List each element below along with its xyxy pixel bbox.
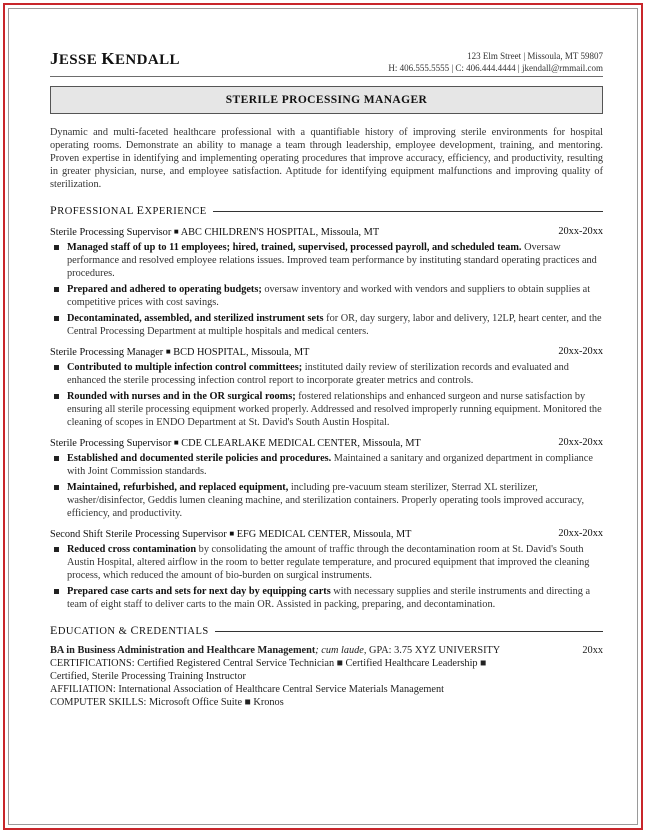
job-bullet: Reduced cross contamination by consolidating the amount of traffic through the decontamination room at St. David's South Austin Hospital, altered airflow in the room to better regulate temperature, and procured equipment that improved the cleaning process, which reduced the amount of bio-burden on surgical instruments. <box>50 543 603 582</box>
degree-honors: ; cum laude, <box>315 645 367 656</box>
job-org: EFG MEDICAL CENTER, Missoula, MT <box>236 529 412 540</box>
job-title: Second Shift Sterile Processing Supervisor <box>50 529 227 540</box>
job-header: Sterile Processing Supervisor ■ CDE CLEARLAKE MEDICAL CENTER, Missoula, MT 20xx-20xx <box>50 437 603 449</box>
job-bullet: Managed staff of up to 11 employees; hired, trained, supervised, processed payroll, and scheduled team. Oversaw performance and resolved employee relations issues. Improved team performance by instituting standard operating practices and procedures. <box>50 241 603 280</box>
computer-skills-line: COMPUTER SKILLS: Microsoft Office Suite ■ Kronos <box>50 697 284 708</box>
certifications-line-1: CERTIFICATIONS: Certified Registered Central Service Technician ■ Certified Healthcare Leadership ■ <box>50 658 487 669</box>
education-heading-rule <box>212 631 603 632</box>
job-bullet: Decontaminated, assembled, and sterilized instrument sets for OR, day surgery, labor and delivery, 12LP, heart center, and the Central Processing Department at multiple hospitals and medical centers. <box>50 312 603 338</box>
job-title-banner: STERILE PROCESSING MANAGER <box>50 86 603 114</box>
job-bullet: Rounded with nurses and in the OR surgical rooms; fostered relationships and enhanced surgeon and nurse satisfaction by ensuring all sterile processing equipment worked properly. Addressed and resolved improperly running equipment. Monitored the cleaning of scopes in ENDO Department at St. David's South Austin Hospital. <box>50 390 603 429</box>
summary-paragraph: Dynamic and multi-faceted healthcare professional with a quantifiable history of improving sterile environments for hospital operating rooms. Demonstrate an ability to manage a team through leadership, employee development, training, and mentoring. Proven expertise in identifying and implementing operating procedures that improve accuracy, efficiency, and productivity, resulting in greater physician, nurse, and employee satisfaction. Aptitude for identifying equipment malfunctions and improving quality of sterilization. <box>50 127 603 190</box>
job-header: Sterile Processing Manager ■ BCD HOSPITAL, Missoula, MT 20xx-20xx <box>50 346 603 358</box>
degree-school: GPA: 3.75 XYZ UNIVERSITY <box>366 645 501 656</box>
job-bullets <box>50 241 603 338</box>
job-org: CDE CLEARLAKE MEDICAL CENTER, Missoula, MT <box>181 438 421 449</box>
job-title: Sterile Processing Supervisor <box>50 227 172 238</box>
experience-heading-rule <box>196 211 603 212</box>
name-last-initial: K <box>101 49 115 68</box>
education-heading-label: EDUCATION & CREDENTIALS <box>50 626 215 637</box>
header-rule <box>50 76 603 77</box>
education-block <box>50 644 603 709</box>
experience-heading <box>50 204 603 218</box>
job-bullets <box>50 543 603 611</box>
education-heading <box>50 624 603 638</box>
job-entry <box>50 345 603 429</box>
job-dates: 20xx-20xx <box>558 528 603 539</box>
candidate-name <box>50 49 180 68</box>
resume-page <box>50 40 603 709</box>
degree-date: 20xx <box>582 645 603 656</box>
name-last-rest: ENDALL <box>114 52 180 68</box>
job-title: Sterile Processing Supervisor <box>50 438 172 449</box>
contact-phones: H: 406.555.5555 | C: 406.444.4444 | jkendall@rmmail.com <box>388 63 603 73</box>
name-first-initial: J <box>50 49 59 68</box>
certifications-line-2: Certified, Sterile Processing Training Instructor <box>50 671 246 682</box>
job-bullet: Prepared and adhered to operating budgets; oversaw inventory and worked with vendors and suppliers to obtain supplies at competitive prices with cost savings. <box>50 283 603 309</box>
job-bullet: Contributed to multiple infection control committees; instituted daily review of sterilization records and evaluated and enhanced the sterile processing infection control report to incorporate greater metrics and controls. <box>50 361 603 387</box>
job-dates: 20xx-20xx <box>558 437 603 448</box>
job-entry <box>50 436 603 520</box>
job-entry <box>50 225 603 338</box>
job-entry <box>50 527 603 611</box>
job-header: Second Shift Sterile Processing Supervisor ■ EFG MEDICAL CENTER, Missoula, MT 20xx-20xx <box>50 528 603 540</box>
job-bullet: Prepared case carts and sets for next day by equipping carts with necessary supplies and sterile instruments and directing a team of eight staff to deliver carts to the main OR. Assisted in packing, preparing, and decontamination. <box>50 585 603 611</box>
job-bullet: Established and documented sterile policies and procedures. Maintained a sanitary and organized department in compliance with Joint Commission standards. <box>50 452 603 478</box>
job-header: Sterile Processing Supervisor ■ ABC CHILDREN'S HOSPITAL, Missoula, MT 20xx-20xx <box>50 226 603 238</box>
job-bullet: Maintained, refurbished, and replaced equipment, including pre-vacuum steam sterilizer, Sterrad XL sterilizer, washer/disinfector, Geddis lumen cleaning machine, and sterilization containers. Properly operating tools improved accuracy, efficiency, and productivity. <box>50 481 603 520</box>
job-title: Sterile Processing Manager <box>50 347 164 358</box>
affiliation-line: AFFILIATION: International Association of Healthcare Central Service Materials Management <box>50 684 445 695</box>
job-org: BCD HOSPITAL, Missoula, MT <box>173 347 310 358</box>
job-dates: 20xx-20xx <box>558 226 603 237</box>
contact-address: 123 Elm Street | Missoula, MT 59807 <box>467 51 603 61</box>
job-dates: 20xx-20xx <box>558 346 603 357</box>
experience-heading-label: PROFESSIONAL EXPERIENCE <box>50 206 213 217</box>
resume-header <box>50 40 603 76</box>
degree-name: BA in Business Administration and Healthcare Management <box>50 645 316 656</box>
job-bullets <box>50 361 603 429</box>
degree-line <box>50 644 603 657</box>
name-first-rest: ESSE <box>58 52 102 68</box>
job-bullets <box>50 452 603 520</box>
contact-info <box>388 50 603 74</box>
job-org: ABC CHILDREN'S HOSPITAL, Missoula, MT <box>180 227 380 238</box>
